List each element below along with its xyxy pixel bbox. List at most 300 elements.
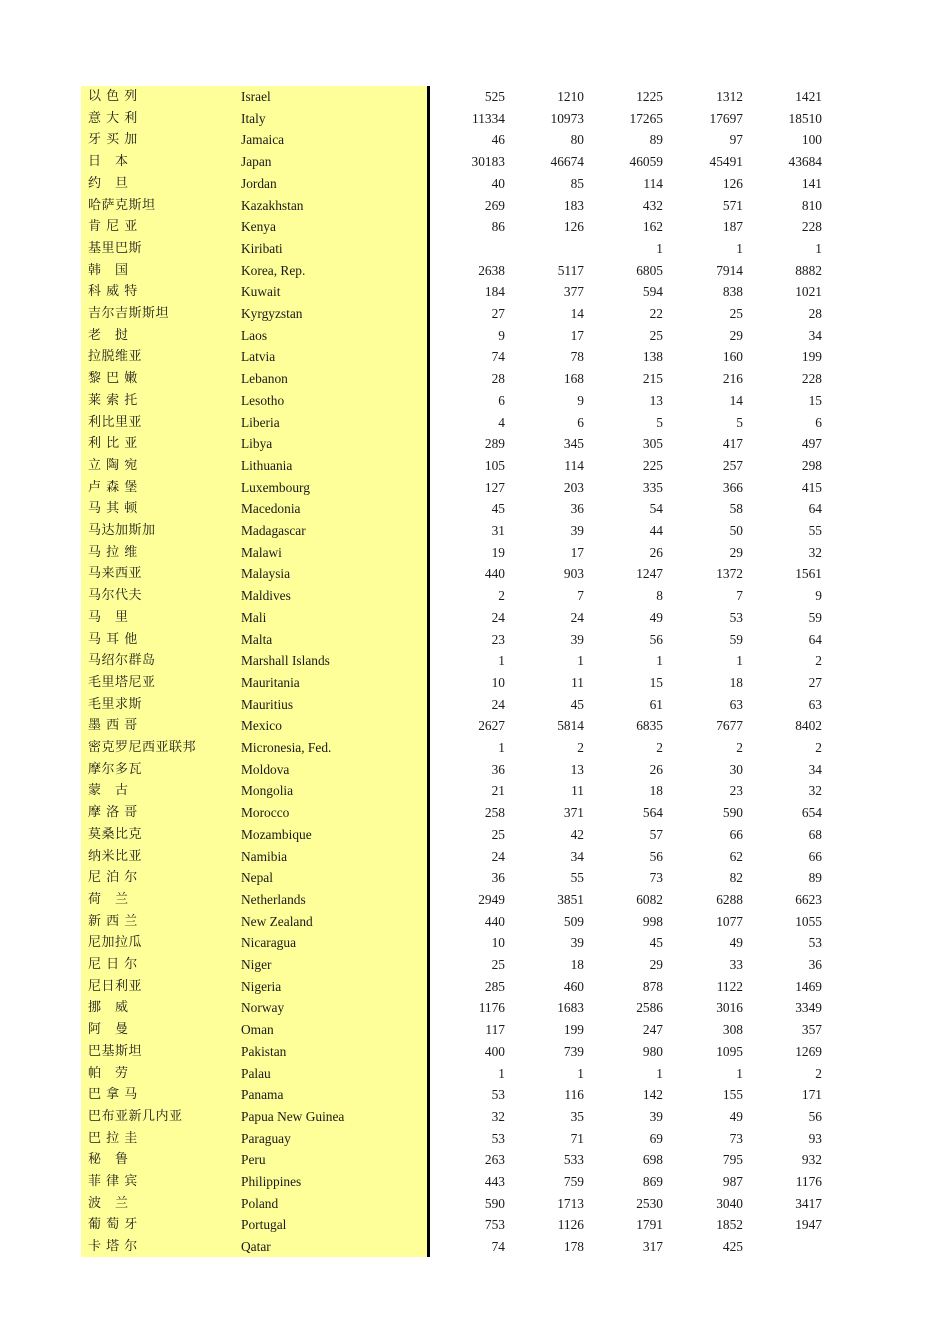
value-cell: 10973 xyxy=(550,110,584,126)
table-row xyxy=(81,325,841,347)
value-cell: 17265 xyxy=(629,110,663,126)
country-name-english: Poland xyxy=(241,1195,279,1211)
value-cell: 11334 xyxy=(472,110,505,126)
value-cell: 1 xyxy=(498,653,505,669)
table-row xyxy=(81,1171,841,1193)
value-cell: 228 xyxy=(801,219,822,235)
table-row xyxy=(81,694,841,716)
value-cell: 1095 xyxy=(716,1043,743,1059)
country-name-english: Norway xyxy=(241,1000,285,1016)
value-cell: 1947 xyxy=(795,1217,822,1233)
value-cell: 838 xyxy=(722,284,743,300)
country-name-english: Israel xyxy=(241,89,271,104)
table-row xyxy=(81,867,841,889)
value-cell: 1 xyxy=(656,653,663,669)
table-row xyxy=(81,346,841,368)
value-cell: 15 xyxy=(649,674,663,690)
table-row xyxy=(81,954,841,976)
value-cell: 18510 xyxy=(788,110,822,126)
value-cell: 178 xyxy=(563,1239,584,1255)
country-name-chinese: 基里巴斯 xyxy=(88,240,143,256)
value-cell: 1 xyxy=(656,240,663,256)
country-name-chinese: 毛里求斯 xyxy=(88,696,143,712)
value-cell: 116 xyxy=(564,1087,584,1103)
country-name-chinese: 巴 拿 马 xyxy=(88,1087,138,1103)
value-cell: 24 xyxy=(491,848,505,864)
value-cell: 34 xyxy=(570,848,584,864)
country-name-english: Nepal xyxy=(241,870,273,886)
value-cell: 19 xyxy=(491,544,505,560)
table-row xyxy=(81,737,841,759)
value-cell: 289 xyxy=(484,436,505,452)
country-name-english: Kenya xyxy=(241,219,276,235)
value-cell: 6 xyxy=(577,414,584,430)
country-name-chinese: 拉脱维亚 xyxy=(88,349,143,365)
table-row xyxy=(81,759,841,781)
country-name-chinese: 卡 塔 尔 xyxy=(88,1239,138,1255)
value-cell: 7 xyxy=(736,588,743,604)
country-name-english: Namibia xyxy=(241,848,288,864)
country-name-chinese: 马 里 xyxy=(88,609,129,625)
value-cell: 1683 xyxy=(557,1000,584,1016)
value-cell: 39 xyxy=(649,1108,663,1124)
value-cell: 759 xyxy=(563,1174,584,1189)
value-cell: 71 xyxy=(570,1130,584,1146)
value-cell: 27 xyxy=(808,674,822,690)
value-cell: 3016 xyxy=(716,1000,743,1016)
table-row xyxy=(81,455,841,477)
value-cell: 34 xyxy=(808,761,822,777)
value-cell: 30183 xyxy=(471,154,505,170)
value-cell: 73 xyxy=(649,870,663,886)
value-cell: 400 xyxy=(484,1043,505,1059)
value-cell: 160 xyxy=(722,349,743,365)
value-cell: 533 xyxy=(563,1152,584,1168)
value-cell: 68 xyxy=(808,826,822,842)
value-cell: 3349 xyxy=(795,1000,822,1016)
country-name-chinese: 马绍尔群岛 xyxy=(88,653,156,669)
value-cell: 7914 xyxy=(716,262,743,278)
country-name-english: Korea, Rep. xyxy=(241,262,306,278)
country-name-english: Mongolia xyxy=(241,783,294,799)
value-cell: 69 xyxy=(649,1130,663,1146)
value-cell: 14 xyxy=(729,392,743,408)
country-name-chinese: 葡 萄 牙 xyxy=(88,1217,138,1233)
value-cell: 998 xyxy=(642,913,663,929)
value-cell: 184 xyxy=(484,284,505,300)
value-cell: 1 xyxy=(577,653,584,669)
value-cell: 225 xyxy=(642,457,663,473)
value-cell: 24 xyxy=(491,696,505,712)
country-name-english: Kyrgyzstan xyxy=(241,306,303,321)
value-cell: 2638 xyxy=(478,262,505,278)
value-cell: 30 xyxy=(729,761,743,777)
value-cell: 36 xyxy=(808,957,822,972)
country-name-chinese: 尼加拉瓜 xyxy=(88,935,143,951)
value-cell: 42 xyxy=(570,826,584,842)
country-name-english: Mozambique xyxy=(241,826,312,842)
country-name-chinese: 波 兰 xyxy=(88,1195,129,1211)
table-row xyxy=(81,86,841,108)
value-cell: 45 xyxy=(649,935,663,951)
value-cell: 1372 xyxy=(716,566,743,582)
country-name-chinese: 巴基斯坦 xyxy=(88,1043,143,1059)
table-row xyxy=(81,563,841,585)
value-cell: 2586 xyxy=(636,1000,663,1016)
value-cell: 24 xyxy=(491,609,505,625)
value-cell: 2 xyxy=(815,1065,822,1081)
table-row xyxy=(81,412,841,434)
table-row xyxy=(81,281,841,303)
country-name-chinese: 秘 鲁 xyxy=(88,1152,129,1168)
table-row xyxy=(81,151,841,173)
value-cell: 698 xyxy=(642,1152,663,1168)
country-name-english: Paraguay xyxy=(241,1130,291,1146)
country-name-english: Kuwait xyxy=(241,284,281,300)
value-cell: 18 xyxy=(729,674,743,690)
value-cell: 9 xyxy=(815,588,822,604)
country-name-english: Malta xyxy=(241,631,273,647)
country-name-english: Malawi xyxy=(241,544,282,560)
table-row xyxy=(81,520,841,542)
value-cell: 377 xyxy=(563,284,584,300)
country-name-chinese: 利 比 亚 xyxy=(88,436,138,452)
country-name-english: Luxembourg xyxy=(241,479,310,495)
value-cell: 36 xyxy=(491,761,505,777)
country-name-chinese: 莫桑比克 xyxy=(88,826,143,842)
value-cell: 8882 xyxy=(795,262,822,278)
value-cell: 141 xyxy=(801,175,822,191)
value-cell: 33 xyxy=(729,957,743,972)
value-cell: 308 xyxy=(722,1022,743,1038)
value-cell: 27 xyxy=(491,306,505,321)
value-cell: 1176 xyxy=(478,1000,505,1016)
value-cell: 46674 xyxy=(550,154,584,170)
table-row xyxy=(81,802,841,824)
value-cell: 25 xyxy=(491,957,505,972)
value-cell: 28 xyxy=(491,371,505,387)
value-cell: 17697 xyxy=(709,110,743,126)
table-row xyxy=(81,585,841,607)
value-cell: 50 xyxy=(729,523,743,538)
country-name-english: Panama xyxy=(241,1087,284,1103)
value-cell: 58 xyxy=(729,501,743,517)
country-name-english: Mauritania xyxy=(241,674,300,690)
country-name-chinese: 毛里塔尼亚 xyxy=(88,674,156,690)
country-name-english: Niger xyxy=(241,957,272,972)
value-cell: 199 xyxy=(563,1022,584,1038)
value-cell: 45 xyxy=(570,696,584,712)
value-cell: 32 xyxy=(808,783,822,799)
table-row xyxy=(81,1193,841,1215)
value-cell: 1 xyxy=(498,1065,505,1081)
value-cell: 74 xyxy=(491,1239,505,1255)
country-name-english: Macedonia xyxy=(241,501,301,517)
country-name-chinese: 摩尔多瓦 xyxy=(88,761,143,777)
value-cell: 25 xyxy=(649,327,663,343)
value-cell: 80 xyxy=(570,132,584,148)
country-name-chinese: 纳米比亚 xyxy=(88,848,143,864)
country-name-english: Italy xyxy=(241,110,266,126)
country-name-chinese: 马达加斯加 xyxy=(88,523,156,538)
table-row xyxy=(81,498,841,520)
value-cell: 17 xyxy=(570,327,584,343)
table-row xyxy=(81,1236,841,1258)
value-cell: 1126 xyxy=(557,1217,584,1233)
value-cell: 263 xyxy=(484,1152,505,1168)
value-cell: 3851 xyxy=(557,891,584,907)
value-cell: 49 xyxy=(729,935,743,951)
value-cell: 903 xyxy=(563,566,584,582)
value-cell: 24 xyxy=(570,609,584,625)
table-row xyxy=(81,932,841,954)
value-cell: 29 xyxy=(649,957,663,972)
value-cell: 810 xyxy=(801,197,822,213)
value-cell: 6805 xyxy=(636,262,663,278)
value-cell: 18 xyxy=(649,783,663,799)
country-name-english: New Zealand xyxy=(241,913,313,929)
country-name-chinese: 荷 兰 xyxy=(88,891,129,907)
country-name-chinese: 黎 巴 嫩 xyxy=(88,371,138,387)
value-cell: 257 xyxy=(722,457,743,473)
value-cell: 525 xyxy=(484,89,505,104)
country-name-chinese: 巴布亚新几内亚 xyxy=(88,1108,183,1124)
value-cell: 8402 xyxy=(795,718,822,734)
table-row xyxy=(81,303,841,325)
value-cell: 34 xyxy=(808,327,822,343)
value-cell: 1 xyxy=(498,740,505,755)
value-cell: 654 xyxy=(801,805,822,821)
table-row xyxy=(81,1063,841,1085)
country-name-english: Malaysia xyxy=(241,566,291,582)
value-cell: 1176 xyxy=(795,1174,822,1189)
value-cell: 1469 xyxy=(795,978,822,994)
value-cell: 215 xyxy=(642,371,663,387)
country-name-english: Oman xyxy=(241,1022,274,1038)
table-row xyxy=(81,997,841,1019)
country-name-english: Morocco xyxy=(241,805,290,821)
country-name-chinese: 韩 国 xyxy=(88,262,129,278)
value-cell: 187 xyxy=(722,219,743,235)
value-cell: 317 xyxy=(642,1239,663,1255)
value-cell: 509 xyxy=(563,913,584,929)
value-cell: 155 xyxy=(722,1087,743,1103)
value-cell: 55 xyxy=(570,870,584,886)
value-cell: 126 xyxy=(563,219,584,235)
value-cell: 61 xyxy=(649,696,663,712)
value-cell: 1210 xyxy=(557,89,584,104)
value-cell: 32 xyxy=(491,1108,505,1124)
value-cell: 93 xyxy=(808,1130,822,1146)
country-name-chinese: 尼日利亚 xyxy=(88,978,143,994)
table-row xyxy=(81,650,841,672)
value-cell: 1 xyxy=(577,1065,584,1081)
country-name-english: Jordan xyxy=(241,175,277,191)
value-cell: 85 xyxy=(570,175,584,191)
table-row xyxy=(81,173,841,195)
value-cell: 203 xyxy=(563,479,584,495)
country-name-english: Philippines xyxy=(241,1174,302,1189)
value-cell: 443 xyxy=(484,1174,505,1189)
value-cell: 2 xyxy=(815,653,822,669)
value-cell: 6623 xyxy=(795,891,822,907)
value-cell: 1 xyxy=(656,1065,663,1081)
value-cell: 1 xyxy=(736,1065,743,1081)
value-cell: 40 xyxy=(491,175,505,191)
value-cell: 13 xyxy=(649,392,663,408)
country-name-english: Kazakhstan xyxy=(241,197,304,213)
value-cell: 6082 xyxy=(636,891,663,907)
value-cell: 432 xyxy=(642,197,663,213)
table-row xyxy=(81,824,841,846)
country-name-chinese: 约 旦 xyxy=(88,175,129,191)
value-cell: 114 xyxy=(564,457,584,473)
value-cell: 23 xyxy=(491,631,505,647)
value-cell: 590 xyxy=(722,805,743,821)
value-cell: 7 xyxy=(577,588,584,604)
country-name-english: Lebanon xyxy=(241,371,288,387)
table-row xyxy=(81,911,841,933)
value-cell: 980 xyxy=(642,1043,663,1059)
country-name-english: Liberia xyxy=(241,414,280,430)
value-cell: 9 xyxy=(498,327,505,343)
value-cell: 6 xyxy=(815,414,822,430)
value-cell: 59 xyxy=(729,631,743,647)
value-cell: 1713 xyxy=(557,1195,584,1211)
value-cell: 335 xyxy=(642,479,663,495)
country-name-english: Madagascar xyxy=(241,523,306,538)
value-cell: 2 xyxy=(656,740,663,755)
value-cell: 1312 xyxy=(716,89,743,104)
value-cell: 53 xyxy=(808,935,822,951)
table-row xyxy=(81,715,841,737)
value-cell: 869 xyxy=(642,1174,663,1189)
table-row xyxy=(81,238,841,260)
value-cell: 59 xyxy=(808,609,822,625)
table-row xyxy=(81,108,841,130)
value-cell: 1055 xyxy=(795,913,822,929)
value-cell: 57 xyxy=(649,826,663,842)
table-row xyxy=(81,477,841,499)
country-name-chinese: 阿 曼 xyxy=(88,1022,129,1038)
value-cell: 1561 xyxy=(795,566,822,582)
value-cell: 21 xyxy=(491,783,505,799)
value-cell: 564 xyxy=(642,805,663,821)
value-cell: 6835 xyxy=(636,718,663,734)
value-cell: 5814 xyxy=(557,718,584,734)
country-name-chinese: 立 陶 宛 xyxy=(88,457,138,473)
country-name-english: Moldova xyxy=(241,761,290,777)
value-cell: 305 xyxy=(642,436,663,452)
country-name-english: Marshall Islands xyxy=(241,653,330,669)
country-name-chinese: 马尔代夫 xyxy=(88,588,143,604)
value-cell: 425 xyxy=(722,1239,743,1255)
value-cell: 29 xyxy=(729,544,743,560)
value-cell: 56 xyxy=(808,1108,822,1124)
value-cell: 46059 xyxy=(629,154,663,170)
value-cell: 8 xyxy=(656,588,663,604)
value-cell: 216 xyxy=(722,371,743,387)
value-cell: 4 xyxy=(498,414,505,430)
value-cell: 590 xyxy=(484,1195,505,1211)
value-cell: 298 xyxy=(801,457,822,473)
value-cell: 247 xyxy=(642,1022,663,1038)
value-cell: 1269 xyxy=(795,1043,822,1059)
value-cell: 168 xyxy=(563,371,584,387)
value-cell: 63 xyxy=(808,696,822,712)
value-cell: 987 xyxy=(722,1174,743,1189)
value-cell: 5 xyxy=(656,414,663,430)
value-cell: 142 xyxy=(642,1087,663,1103)
value-cell: 74 xyxy=(491,349,505,365)
value-cell: 2627 xyxy=(478,718,505,734)
value-cell: 269 xyxy=(484,197,505,213)
value-cell: 55 xyxy=(808,523,822,538)
value-cell: 56 xyxy=(649,848,663,864)
value-cell: 2 xyxy=(498,588,505,604)
value-cell: 14 xyxy=(570,306,584,321)
value-cell: 25 xyxy=(729,306,743,321)
country-name-chinese: 意 大 利 xyxy=(88,110,138,126)
value-cell: 53 xyxy=(491,1087,505,1103)
value-cell: 366 xyxy=(722,479,743,495)
value-cell: 89 xyxy=(808,870,822,886)
value-cell: 357 xyxy=(801,1022,822,1038)
value-cell: 228 xyxy=(801,371,822,387)
table-row xyxy=(81,1214,841,1236)
value-cell: 795 xyxy=(722,1152,743,1168)
country-name-chinese: 巴 拉 圭 xyxy=(88,1130,138,1146)
value-cell: 183 xyxy=(563,197,584,213)
value-cell: 1421 xyxy=(795,89,822,104)
value-cell: 64 xyxy=(808,501,822,517)
table-row xyxy=(81,433,841,455)
value-cell: 460 xyxy=(563,978,584,994)
value-cell: 13 xyxy=(570,761,584,777)
table-row xyxy=(81,1149,841,1171)
value-cell: 114 xyxy=(643,175,663,191)
country-name-chinese: 吉尔吉斯斯坦 xyxy=(88,306,170,321)
value-cell: 45 xyxy=(491,501,505,517)
country-name-chinese: 密克罗尼西亚联邦 xyxy=(88,740,197,755)
table-row xyxy=(81,780,841,802)
country-name-english: Mexico xyxy=(241,718,282,734)
value-cell: 36 xyxy=(570,501,584,517)
value-cell: 9 xyxy=(577,392,584,408)
country-name-chinese: 莱 索 托 xyxy=(88,392,138,408)
table-row xyxy=(81,216,841,238)
value-cell: 415 xyxy=(801,479,822,495)
country-name-chinese: 帕 劳 xyxy=(88,1065,129,1081)
country-name-chinese: 马 其 顿 xyxy=(88,501,138,517)
value-cell: 100 xyxy=(801,132,822,148)
value-cell: 36 xyxy=(491,870,505,886)
value-cell: 117 xyxy=(485,1022,505,1038)
value-cell: 53 xyxy=(491,1130,505,1146)
country-name-english: Libya xyxy=(241,436,273,452)
value-cell: 62 xyxy=(729,848,743,864)
value-cell: 1225 xyxy=(636,89,663,104)
table-row xyxy=(81,1019,841,1041)
value-cell: 43684 xyxy=(788,154,822,170)
value-cell: 73 xyxy=(729,1130,743,1146)
value-cell: 10 xyxy=(491,674,505,690)
value-cell: 2 xyxy=(577,740,584,755)
value-cell: 171 xyxy=(801,1087,822,1103)
value-cell: 35 xyxy=(570,1108,584,1124)
table-row xyxy=(81,390,841,412)
value-cell: 25 xyxy=(491,826,505,842)
